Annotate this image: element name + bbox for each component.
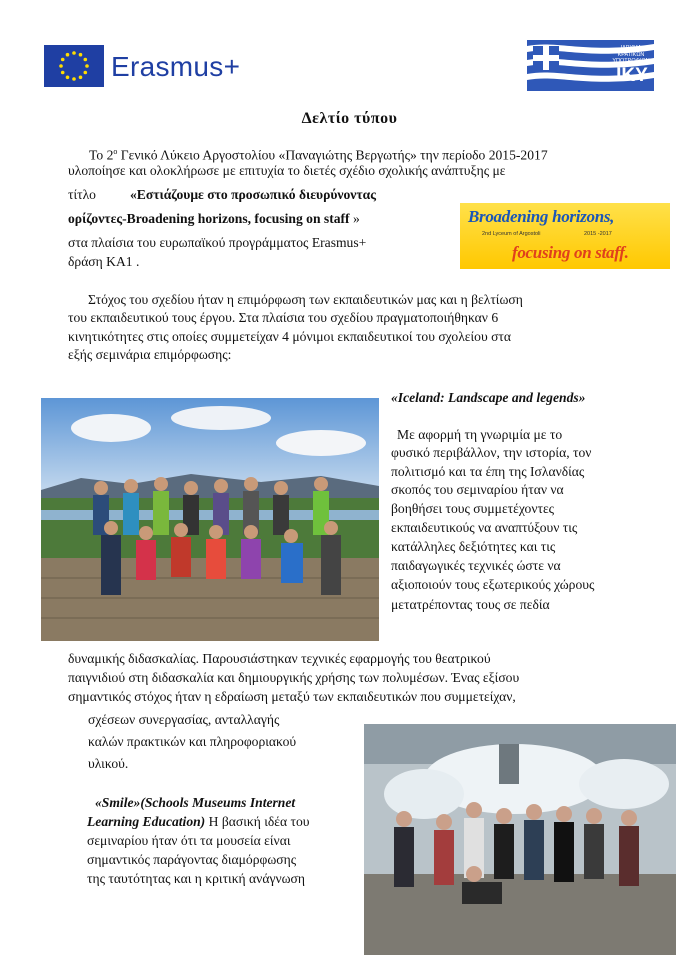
intro-line-3 [68,186,448,205]
iceland-right-7: κατάλληλες δεξιότητες και τις [391,539,556,554]
intro-line-1sup: ο [113,147,118,156]
smile-line-3: της ταυτότητας και η κριτική ανάγνωση [87,871,305,886]
smile-heading-2a: Learning Education) [87,814,206,829]
smile-heading-2b: Η βασική ιδέα του [205,814,310,829]
erasmus-logo [44,45,251,89]
iky-name: ΙΚΥ [616,65,648,86]
goal-line-4: εξής σεμινάρια επιμόρφωσης: [68,347,232,362]
iceland-full-1: δυναμικής διδασκαλίας. Παρουσιάστηκαν τεχνικές εφαρμογής του θεατρικού [68,651,491,666]
smile-heading-2 [87,813,351,832]
intro-line-6: δράση ΚΑ1 . [68,254,140,269]
iceland-right-3: πολιτισμό και τα έπη της Ισλανδίας [391,464,585,479]
intro-line-3a: τίτλο [68,187,96,202]
iky-line-1: ΙΔΡΥΜΑ [620,45,642,51]
eu-flag-icon [44,45,104,87]
museum-group-photo [364,724,676,955]
iceland-right-10: μετατρέποντας τους σε πεδία [391,597,550,612]
iky-line-2: ΚΡΑΤΙΚΩΝ [617,51,645,58]
goal-line-2: του εκπαιδευτικού τους έργου. Στα πλαίσια του σχεδίου πραγματοποιήθηκαν 6 [68,310,499,325]
iceland-group-photo [41,398,379,641]
iceland-full-2: παιγνιδιού στη διδασκαλία και δημιουργικής χρήσης των πολυμέσων. Ένας εξίσου [68,670,520,685]
iceland-right-5: βοηθήσει τους συμμετέχοντες [391,501,555,516]
erasmus-logo-text: Erasmus+ [111,51,241,82]
iceland-left-2: καλών πρακτικών και πληροφοριακού [88,734,297,749]
project-logo-line-2: focusing on staff. [512,243,629,262]
intro-line-1b: Γενικό Λύκειο Αργοστολίου «Παναγιώτης Βεργωτής» την περίοδο 2015-2017 [117,147,548,163]
goal-line-3: κινητικότητες στις οποίες συμμετείχαν 4 μόνιμοι εκπαιδευτικοί του σχολείου στα [68,329,511,344]
iceland-right-6: εκπαιδευτικούς να αναπτύξουν τις [391,520,578,535]
smile-line-1: σεμιναρίου ήταν ότι τα μουσεία είναι [87,833,291,848]
intro-line-2: υλοποίησε και ολοκλήρωσε με επιτυχία το διετές σχέδιο σχολικής ανάπτυξης με [68,163,506,178]
intro-line-4 [68,210,453,229]
intro-line-4b: » [349,211,360,226]
smile-line-2: σημαντικός παράγοντας διαμόρφωσης [87,852,297,867]
iceland-right-9: αξιοποιούν τους εξωτερικούς χώρους [391,577,595,592]
project-logo [460,203,670,269]
page-title: Δελτίο τύπου [301,110,398,127]
project-logo-line-1: Broadening horizons, [468,207,615,226]
iceland-heading: «Iceland: Landscape and legends» [391,390,586,405]
iceland-left-3: υλικού. [88,756,129,771]
intro-line-5: στα πλαίσια του ευρωπαϊκού προγράμματος Erasmus+ [68,235,367,250]
project-logo-school: 2nd Lyceum of Argostoli [482,231,541,237]
project-logo-years: 2015 -2017 [584,231,612,237]
intro-line-3b: «Εστιάζουμε στο προσωπικό διευρύνοντας [129,187,376,202]
iky-logo [527,40,654,91]
iceland-right-8: παιδαγωγικές τεχνικές ώστε να [391,558,561,573]
iceland-left-1: σχέσεων συνεργασίας, ανταλλαγής [88,712,280,727]
iceland-full-3: σημαντικός στόχος ήταν η εδραίωση μεταξύ των εκπαιδευτικών που συμμετείχαν, [68,689,516,704]
iceland-right-4: σκοπός του σεμιναρίου ήταν να [391,482,564,497]
iceland-right-2: φυσικό περιβάλλον, την ιστορία, τον [391,445,592,460]
goal-line-1: Στόχος του σχεδίου ήταν η επιμόρφωση των εκπαιδευτικών μας και η βελτίωση [88,292,523,307]
iky-line-3: ΥΠΟΤΡΟΦΙΩΝ [612,58,650,64]
intro-line-1a: Το 2 [89,147,114,163]
intro-line-4a: ορίζοντες-Broadening horizons, focusing on staff [68,211,350,226]
iceland-right-1: Με αφορμή τη γνωριμία με το [397,427,563,442]
smile-heading-1: «Smile»(Schools Museums Internet [95,795,296,810]
